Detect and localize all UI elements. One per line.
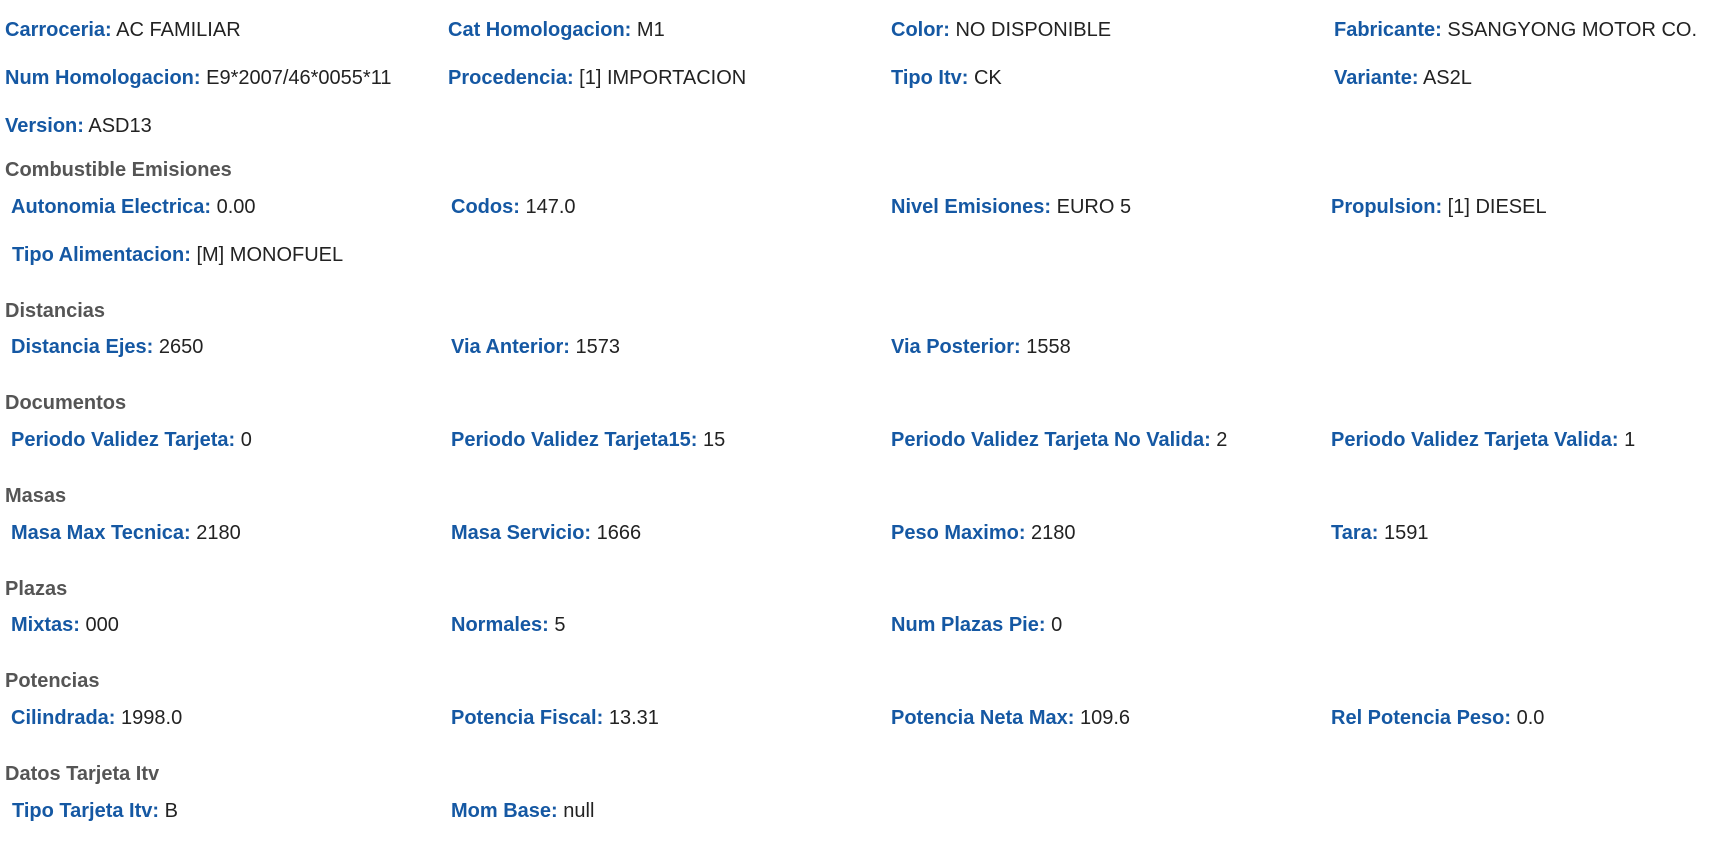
field-num-plazas-pie [891, 613, 1062, 637]
cat-homologacion-value: M1 [636, 19, 665, 41]
section-title-plazas: Plazas [5, 578, 68, 600]
field-autonomia-electrica [11, 195, 256, 219]
potencia-neta-max-label: Potencia Neta Max: [891, 707, 1075, 729]
num-plazas-pie-label: Num Plazas Pie: [891, 614, 1046, 636]
via-posterior-label: Via Posterior: [891, 336, 1021, 358]
section-title-documentos: Documentos [5, 392, 127, 414]
tipo-alimentacion-value: [M] MONOFUEL [196, 244, 344, 266]
codos-label: Codos: [451, 196, 520, 218]
tipo-itv-label: Tipo Itv: [891, 67, 969, 89]
field-rel-potencia-peso [1331, 706, 1544, 730]
field-tara [1331, 521, 1428, 545]
version-value: ASD13 [88, 115, 152, 137]
tipo-itv-value: CK [973, 67, 1002, 89]
section-title-datos-tarjeta-itv: Datos Tarjeta Itv [5, 763, 160, 785]
masa-max-tecnica-value: 2180 [196, 522, 241, 544]
procedencia-value: [1] IMPORTACION [579, 67, 747, 89]
periodo-validez-tarjeta-valida-value: 1 [1624, 429, 1636, 451]
autonomia-electrica-label: Autonomia Electrica: [11, 196, 212, 218]
periodo-validez-tarjeta15-label: Periodo Validez Tarjeta15: [451, 429, 698, 451]
tipo-alimentacion-label: Tipo Alimentacion: [12, 244, 191, 266]
field-procedencia [448, 66, 746, 90]
field-propulsion [1331, 195, 1547, 219]
version-label: Version: [5, 115, 84, 137]
section-title-potencias: Potencias [5, 670, 100, 692]
nivel-emisiones-value: EURO 5 [1056, 196, 1132, 218]
color-value: NO DISPONIBLE [955, 19, 1112, 41]
distancia-ejes-value: 2650 [158, 336, 204, 358]
periodo-validez-tarjeta15-value: 15 [702, 429, 726, 451]
codos-value: 147.0 [525, 196, 576, 218]
rel-potencia-peso-value: 0.0 [1516, 707, 1545, 729]
field-num-homologacion [5, 66, 391, 90]
field-codos [451, 195, 576, 219]
cilindrada-value: 1998.0 [121, 707, 183, 729]
field-color [891, 18, 1111, 42]
field-peso-maximo [891, 521, 1076, 545]
tara-label: Tara: [1331, 522, 1379, 544]
field-variante [1334, 66, 1472, 90]
field-tipo-alimentacion [12, 243, 343, 267]
color-label: Color: [891, 19, 950, 41]
num-homologacion-label: Num Homologacion: [5, 67, 201, 89]
field-potencia-neta-max [891, 706, 1130, 730]
peso-maximo-value: 2180 [1031, 522, 1076, 544]
potencia-fiscal-value: 13.31 [608, 707, 659, 729]
field-periodo-validez-tarjeta-valida [1331, 428, 1635, 452]
field-tipo-itv [891, 66, 1002, 90]
mixtas-label: Mixtas: [11, 614, 80, 636]
field-mixtas [11, 613, 119, 637]
field-potencia-fiscal [451, 706, 659, 730]
num-homologacion-value: E9*2007/46*0055*11 [206, 67, 392, 89]
section-title-distancias: Distancias [5, 300, 106, 322]
field-version [5, 114, 152, 138]
tipo-tarjeta-itv-label: Tipo Tarjeta Itv: [12, 800, 160, 822]
field-nivel-emisiones [891, 195, 1131, 219]
propulsion-label: Propulsion: [1331, 196, 1443, 218]
field-cat-homologacion [448, 18, 665, 42]
field-fabricante [1334, 18, 1697, 42]
peso-maximo-label: Peso Maximo: [891, 522, 1026, 544]
field-via-anterior [451, 335, 620, 359]
propulsion-value: [1] DIESEL [1447, 196, 1547, 218]
section-title-combustible: Combustible Emisiones [5, 159, 232, 181]
masa-servicio-label: Masa Servicio: [451, 522, 592, 544]
distancia-ejes-label: Distancia Ejes: [11, 336, 154, 358]
periodo-validez-tarjeta-valida-label: Periodo Validez Tarjeta Valida: [1331, 429, 1619, 451]
field-carroceria [5, 18, 241, 42]
tipo-tarjeta-itv-value: B [164, 800, 178, 822]
periodo-validez-tarjeta-no-valida-value: 2 [1216, 429, 1228, 451]
potencia-neta-max-value: 109.6 [1079, 707, 1131, 729]
via-posterior-value: 1558 [1026, 336, 1071, 358]
field-periodo-validez-tarjeta [11, 428, 252, 452]
rel-potencia-peso-label: Rel Potencia Peso: [1331, 707, 1512, 729]
num-plazas-pie-value: 0 [1051, 614, 1063, 636]
periodo-validez-tarjeta-no-valida-label: Periodo Validez Tarjeta No Valida: [891, 429, 1211, 451]
field-mom-base [451, 799, 594, 823]
nivel-emisiones-label: Nivel Emisiones: [891, 196, 1052, 218]
via-anterior-value: 1573 [575, 336, 620, 358]
mom-base-label: Mom Base: [451, 800, 558, 822]
potencia-fiscal-label: Potencia Fiscal: [451, 707, 604, 729]
via-anterior-label: Via Anterior: [451, 336, 570, 358]
masa-max-tecnica-label: Masa Max Tecnica: [11, 522, 191, 544]
masa-servicio-value: 1666 [596, 522, 642, 544]
field-tipo-tarjeta-itv [12, 799, 178, 823]
cilindrada-label: Cilindrada: [11, 707, 116, 729]
field-masa-max-tecnica [11, 521, 241, 545]
tara-value: 1591 [1383, 522, 1429, 544]
fabricante-label: Fabricante: [1334, 19, 1442, 41]
periodo-validez-tarjeta-label: Periodo Validez Tarjeta: [11, 429, 236, 451]
field-distancia-ejes [11, 335, 203, 359]
field-periodo-validez-tarjeta-no-valida [891, 428, 1227, 452]
field-periodo-validez-tarjeta15 [451, 428, 725, 452]
carroceria-value: AC FAMILIAR [116, 19, 241, 41]
mixtas-value: 000 [85, 614, 119, 636]
carroceria-label: Carroceria: [5, 19, 112, 41]
cat-homologacion-label: Cat Homologacion: [448, 19, 632, 41]
mom-base-value: null [563, 800, 595, 822]
procedencia-label: Procedencia: [448, 67, 574, 89]
variante-value: AS2L [1422, 67, 1472, 89]
normales-value: 5 [554, 614, 566, 636]
normales-label: Normales: [451, 614, 549, 636]
variante-label: Variante: [1334, 67, 1419, 89]
field-normales [451, 613, 566, 637]
autonomia-electrica-value: 0.00 [216, 196, 256, 218]
field-cilindrada [11, 706, 182, 730]
fabricante-value: SSANGYONG MOTOR CO. [1447, 19, 1698, 41]
field-via-posterior [891, 335, 1071, 359]
field-masa-servicio [451, 521, 641, 545]
section-title-masas: Masas [5, 485, 67, 507]
periodo-validez-tarjeta-value: 0 [240, 429, 252, 451]
